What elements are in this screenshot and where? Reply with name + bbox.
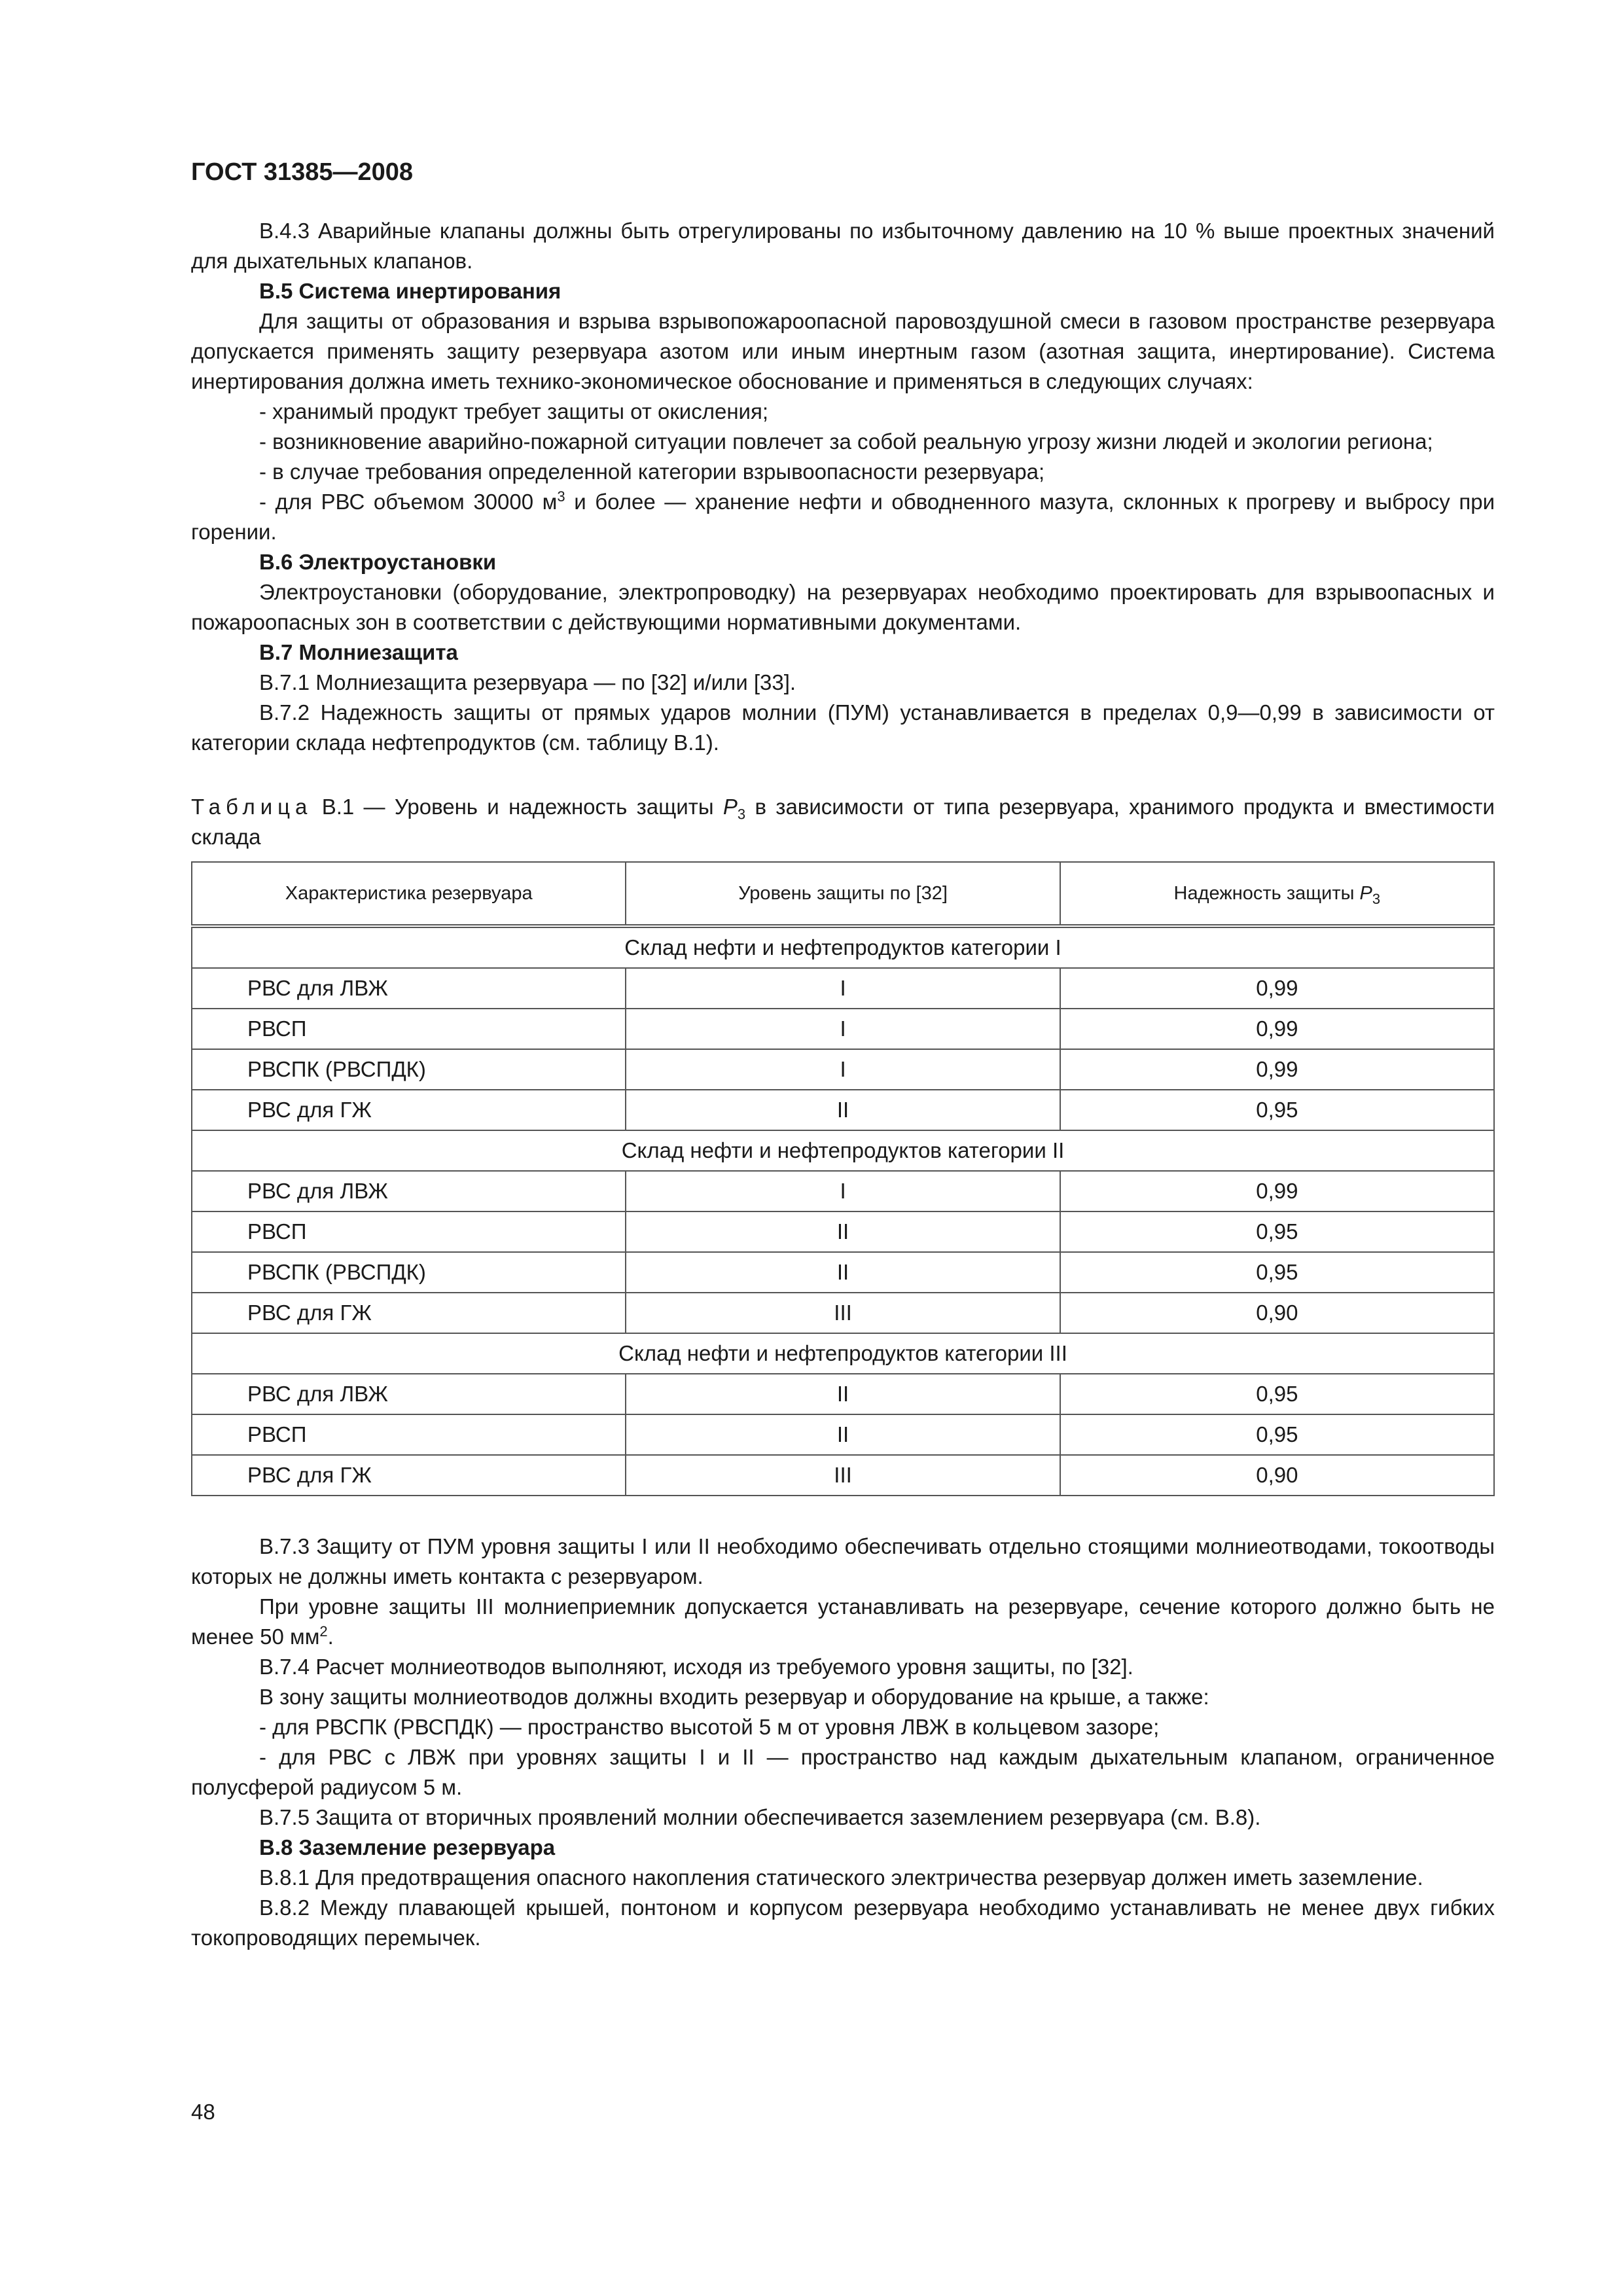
paragraph: В.7.1 Молниезащита резервуара — по [32] и/или [33].	[259, 670, 796, 694]
protection-level-cell: III	[626, 1293, 1060, 1333]
table-group-row	[192, 1130, 1494, 1171]
paragraph: В.7.3 Защиту от ПУМ уровня защиты I или II необходимо обеспечивать отдельно стоящими молниеотводами, токоотводы которых не должны иметь контакта с резервуаром.	[191, 1534, 1495, 1588]
section-heading: В.6 Электроустановки	[259, 550, 497, 574]
section-heading: В.8 Заземление резервуара	[259, 1835, 556, 1859]
list-item: - хранимый продукт требует защиты от окисления;	[259, 399, 769, 423]
table-row	[192, 1293, 1494, 1333]
list-item: - возникновение аварийно-пожарной ситуации повлечет за собой реальную угрозу жизни людей и экологии региона;	[259, 429, 1433, 454]
reliability-cell: 0,90	[1060, 1455, 1494, 1496]
reliability-cell: 0,95	[1060, 1252, 1494, 1293]
list-item	[191, 487, 1495, 547]
protection-table	[191, 861, 1495, 1496]
caption-symbol: P	[722, 795, 738, 819]
tank-type-cell: РВСП	[192, 1009, 626, 1049]
list-item: - для РВС с ЛВЖ при уровнях защиты I и II — пространство над каждым дыхательным клапаном, ограниченное полусферой радиусом 5 м.	[191, 1745, 1495, 1799]
document-header: ГОСТ 31385—2008	[191, 158, 414, 186]
caption-text: В.1 — Уровень и надежность защиты	[312, 795, 723, 819]
paragraph: В.7.4 Расчет молниеотводов выполняют, исходя из требуемого уровня защиты, по [32].	[259, 1655, 1133, 1679]
protection-level-cell: I	[626, 1171, 1060, 1211]
reliability-cell: 0,99	[1060, 968, 1494, 1009]
table-group-row	[192, 926, 1494, 968]
protection-level-cell: II	[626, 1090, 1060, 1130]
column-header-symbol: P	[1359, 883, 1372, 904]
protection-level-cell: I	[626, 1049, 1060, 1090]
protection-level-cell: II	[626, 1252, 1060, 1293]
paragraph: В.8.1 Для предотвращения опасного накопления статического электричества резервуар должен иметь заземление.	[259, 1865, 1423, 1890]
table-row	[192, 1049, 1494, 1090]
tank-type-cell: РВС для ГЖ	[192, 1455, 626, 1496]
table-row	[192, 1252, 1494, 1293]
table-group-row	[192, 1333, 1494, 1374]
table-row	[192, 1211, 1494, 1252]
tank-type-cell: РВСП	[192, 1211, 626, 1252]
tank-type-cell: РВС для ЛВЖ	[192, 968, 626, 1009]
caption-subscript: 3	[737, 806, 746, 823]
page-number: 48	[191, 2100, 215, 2124]
list-item: - в случае требования определенной категории взрывоопасности резервуара;	[259, 459, 1045, 484]
protection-level-cell: I	[626, 968, 1060, 1009]
reliability-cell: 0,99	[1060, 1049, 1494, 1090]
column-header	[1060, 862, 1494, 926]
table-row	[192, 1374, 1494, 1414]
section-heading: В.5 Система инертирования	[259, 279, 562, 303]
paragraph: В.8.2 Между плавающей крышей, понтоном и корпусом резервуара необходимо устанавливать не менее двух гибких токопроводящих перемычек.	[191, 1895, 1495, 1950]
paragraph: В.7.2 Надежность защиты от прямых ударов молнии (ПУМ) устанавливается в пределах 0,9—0,99 в зависимости от категории склада нефтепродуктов (см. таблицу В.1).	[191, 700, 1495, 755]
tank-type-cell: РВС для ЛВЖ	[192, 1171, 626, 1211]
superscript: 3	[557, 488, 565, 505]
caption-text: в зависимости от типа резервуара, хранимого продукта и вместимости склада	[191, 795, 1495, 849]
list-item-text: - для РВС объемом 30000 м	[259, 490, 558, 514]
group-title: Склад нефти и нефтепродуктов категории I	[192, 926, 1494, 968]
table-row	[192, 1090, 1494, 1130]
paragraph: В.4.3 Аварийные клапаны должны быть отрегулированы по избыточному давлению на 10 % выше проектных значений для дыхательных клапанов.	[191, 219, 1495, 273]
paragraph	[191, 1592, 1495, 1652]
column-header: Характеристика резервуара	[192, 862, 626, 926]
document-page	[191, 157, 1495, 1953]
protection-level-cell: II	[626, 1374, 1060, 1414]
group-title: Склад нефти и нефтепродуктов категории II	[192, 1130, 1494, 1171]
table-header-row	[192, 862, 1494, 926]
reliability-cell: 0,99	[1060, 1171, 1494, 1211]
reliability-cell: 0,95	[1060, 1374, 1494, 1414]
paragraph-text: При уровне защиты III молниеприемник допускается устанавливать на резервуаре, сечение которого должно быть не менее 50 мм	[191, 1594, 1495, 1649]
reliability-cell: 0,99	[1060, 1009, 1494, 1049]
table-row	[192, 1414, 1494, 1455]
group-title: Склад нефти и нефтепродуктов категории III	[192, 1333, 1494, 1374]
tank-type-cell: РВСПК (РВСПДК)	[192, 1049, 626, 1090]
reliability-cell: 0,95	[1060, 1211, 1494, 1252]
paragraph: Электроустановки (оборудование, электропроводку) на резервуарах необходимо проектировать для взрывоопасных и пожароопасных зон в соответствии с действующими нормативными документами.	[191, 580, 1495, 634]
table-row	[192, 968, 1494, 1009]
tank-type-cell: РВС для ГЖ	[192, 1293, 626, 1333]
tank-type-cell: РВСП	[192, 1414, 626, 1455]
paragraph-text: .	[327, 1624, 334, 1649]
protection-level-cell: II	[626, 1414, 1060, 1455]
table-row	[192, 1455, 1494, 1496]
protection-level-cell: I	[626, 1009, 1060, 1049]
column-header: Уровень защиты по [32]	[626, 862, 1060, 926]
table-body	[192, 926, 1494, 1496]
tank-type-cell: РВС для ЛВЖ	[192, 1374, 626, 1414]
caption-word: Таблица	[191, 795, 313, 819]
list-item-text: и более — хранение нефти и обводненного мазута, склонных к прогреву и выбросу при горении.	[191, 490, 1495, 544]
reliability-cell: 0,90	[1060, 1293, 1494, 1333]
protection-level-cell: II	[626, 1211, 1060, 1252]
reliability-cell: 0,95	[1060, 1090, 1494, 1130]
paragraph: В зону защиты молниеотводов должны входить резервуар и оборудование на крыше, а также:	[259, 1685, 1209, 1709]
tank-type-cell: РВС для ГЖ	[192, 1090, 626, 1130]
table-caption	[191, 792, 1495, 852]
table-row	[192, 1171, 1494, 1211]
tank-type-cell: РВСПК (РВСПДК)	[192, 1252, 626, 1293]
table-row	[192, 1009, 1494, 1049]
paragraph: В.7.5 Защита от вторичных проявлений молнии обеспечивается заземлением резервуара (см. В.8).	[259, 1805, 1261, 1829]
list-item: - для РВСПК (РВСПДК) — пространство высотой 5 м от уровня ЛВЖ в кольцевом зазоре;	[259, 1715, 1160, 1739]
column-header-text: Надежность защиты	[1173, 883, 1360, 904]
paragraph: Для защиты от образования и взрыва взрывопожароопасной паровоздушной смеси в газовом пространстве резервуара допускается применять защиту резервуара азотом или иным инертным газом (азотная защита, инертирование). Система инертирования должна иметь технико-экономическое обоснование и применяться в следующих случаях:	[191, 309, 1495, 393]
section-heading: В.7 Молниезащита	[259, 640, 458, 664]
protection-level-cell: III	[626, 1455, 1060, 1496]
superscript: 2	[319, 1623, 328, 1640]
column-header-subscript: 3	[1372, 890, 1381, 907]
reliability-cell: 0,95	[1060, 1414, 1494, 1455]
